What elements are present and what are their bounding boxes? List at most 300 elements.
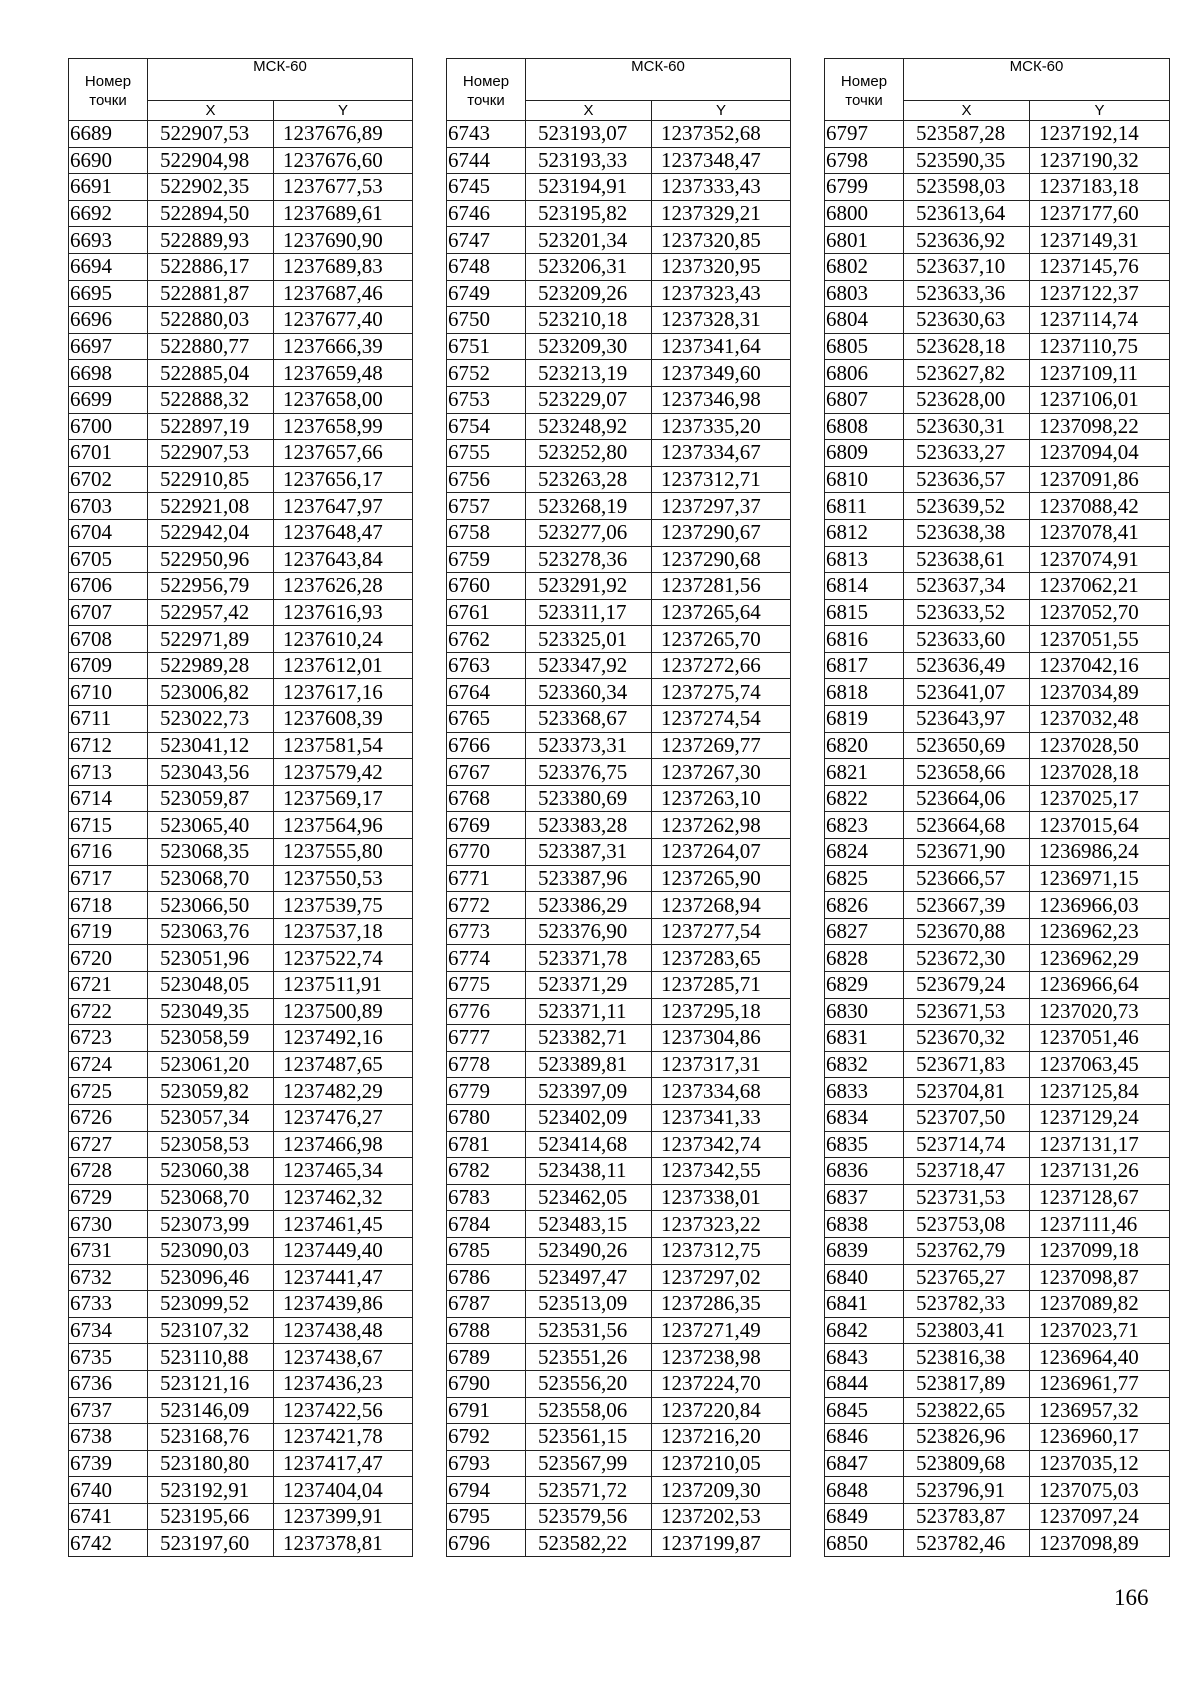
x-coordinate-cell: 523373,31 — [526, 732, 652, 759]
table-row — [825, 1317, 1170, 1344]
x-coordinate-cell: 522907,53 — [148, 440, 274, 467]
x-coordinate-cell: 523579,56 — [526, 1503, 652, 1530]
table-row — [69, 1158, 413, 1185]
y-coordinate-cell: 1237441,47 — [274, 1264, 413, 1291]
table-row — [447, 1078, 791, 1105]
x-coordinate-cell: 523672,30 — [904, 945, 1030, 972]
point-number-cell: 6695 — [69, 280, 148, 307]
y-coordinate-cell: 1236962,29 — [1030, 945, 1170, 972]
y-coordinate-cell: 1237438,67 — [274, 1344, 413, 1371]
x-coordinate-cell: 523630,63 — [904, 307, 1030, 334]
table-row — [447, 812, 791, 839]
x-coordinate-cell: 523587,28 — [904, 121, 1030, 148]
table-row — [825, 1184, 1170, 1211]
table-row — [447, 652, 791, 679]
y-coordinate-cell: 1237465,34 — [274, 1158, 413, 1185]
x-coordinate-cell: 522950,96 — [148, 546, 274, 573]
table-row — [825, 227, 1170, 254]
point-number-cell: 6797 — [825, 121, 904, 148]
point-number-cell: 6827 — [825, 918, 904, 945]
x-coordinate-cell: 522989,28 — [148, 652, 274, 679]
y-coordinate-cell: 1236961,77 — [1030, 1370, 1170, 1397]
point-number-cell: 6701 — [69, 440, 148, 467]
table-row — [69, 333, 413, 360]
x-coordinate-cell: 523671,90 — [904, 839, 1030, 866]
table-row — [825, 1424, 1170, 1451]
point-number-cell: 6837 — [825, 1184, 904, 1211]
point-number-cell: 6709 — [69, 652, 148, 679]
x-coordinate-cell: 523213,19 — [526, 360, 652, 387]
point-number-cell: 6703 — [69, 493, 148, 520]
y-coordinate-cell: 1237052,70 — [1030, 599, 1170, 626]
table-row — [69, 1503, 413, 1530]
point-number-cell: 6781 — [447, 1131, 526, 1158]
y-coordinate-cell: 1237550,53 — [274, 865, 413, 892]
point-number-cell: 6729 — [69, 1184, 148, 1211]
y-coordinate-cell: 1237687,46 — [274, 280, 413, 307]
table-row — [825, 573, 1170, 600]
x-coordinate-cell: 523090,03 — [148, 1237, 274, 1264]
point-number-cell: 6740 — [69, 1477, 148, 1504]
y-coordinate-cell: 1237091,86 — [1030, 466, 1170, 493]
y-coordinate-cell: 1237145,76 — [1030, 253, 1170, 280]
y-coordinate-cell: 1237476,27 — [274, 1104, 413, 1131]
y-coordinate-cell: 1236971,15 — [1030, 865, 1170, 892]
table-row — [69, 785, 413, 812]
x-coordinate-cell: 523658,66 — [904, 759, 1030, 786]
y-coordinate-cell: 1237659,48 — [274, 360, 413, 387]
point-number-cell: 6735 — [69, 1344, 148, 1371]
x-coordinate-cell: 523613,64 — [904, 200, 1030, 227]
x-coordinate-cell: 522957,42 — [148, 599, 274, 626]
x-coordinate-cell: 523558,06 — [526, 1397, 652, 1424]
point-number-cell: 6813 — [825, 546, 904, 573]
x-coordinate-cell: 523058,53 — [148, 1131, 274, 1158]
point-number-cell: 6755 — [447, 440, 526, 467]
table-row — [69, 812, 413, 839]
y-coordinate-cell: 1237220,84 — [652, 1397, 791, 1424]
point-number-cell: 6714 — [69, 785, 148, 812]
y-coordinate-cell: 1237089,82 — [1030, 1291, 1170, 1318]
table-row — [825, 1344, 1170, 1371]
x-coordinate-cell: 523782,33 — [904, 1291, 1030, 1318]
table-row — [69, 546, 413, 573]
table-row — [69, 147, 413, 174]
point-number-cell: 6823 — [825, 812, 904, 839]
point-number-cell: 6848 — [825, 1477, 904, 1504]
table-row — [69, 1477, 413, 1504]
point-number-cell: 6699 — [69, 386, 148, 413]
point-number-cell: 6828 — [825, 945, 904, 972]
table-row — [447, 1370, 791, 1397]
y-coordinate-cell: 1237088,42 — [1030, 493, 1170, 520]
x-coordinate-cell: 523051,96 — [148, 945, 274, 972]
y-coordinate-cell: 1237263,10 — [652, 785, 791, 812]
x-coordinate-cell: 523168,76 — [148, 1424, 274, 1451]
y-coordinate-cell: 1236966,03 — [1030, 892, 1170, 919]
point-number-cell: 6739 — [69, 1450, 148, 1477]
table-row — [69, 759, 413, 786]
y-coordinate-cell: 1237216,20 — [652, 1424, 791, 1451]
x-coordinate-cell: 523110,88 — [148, 1344, 274, 1371]
point-number-cell: 6780 — [447, 1104, 526, 1131]
point-number-cell: 6750 — [447, 307, 526, 334]
table-row — [447, 626, 791, 653]
y-coordinate-cell: 1237078,41 — [1030, 519, 1170, 546]
table-row — [69, 1264, 413, 1291]
y-coordinate-cell: 1237275,74 — [652, 679, 791, 706]
y-coordinate-cell: 1237421,78 — [274, 1424, 413, 1451]
y-coordinate-cell: 1237328,31 — [652, 307, 791, 334]
y-coordinate-cell: 1237028,50 — [1030, 732, 1170, 759]
y-coordinate-cell: 1237689,83 — [274, 253, 413, 280]
x-coordinate-cell: 523248,92 — [526, 413, 652, 440]
y-coordinate-cell: 1237122,37 — [1030, 280, 1170, 307]
table-row — [447, 1264, 791, 1291]
point-number-cell: 6776 — [447, 998, 526, 1025]
point-number-cell: 6712 — [69, 732, 148, 759]
table-row — [447, 253, 791, 280]
y-coordinate-cell: 1236957,32 — [1030, 1397, 1170, 1424]
y-coordinate-cell: 1236966,64 — [1030, 972, 1170, 999]
point-number-cell: 6839 — [825, 1237, 904, 1264]
header-point-number: Номер точки — [825, 59, 904, 121]
table-row — [69, 1025, 413, 1052]
point-number-cell: 6808 — [825, 413, 904, 440]
y-coordinate-cell: 1237648,47 — [274, 519, 413, 546]
table-row — [69, 1424, 413, 1451]
y-coordinate-cell: 1237569,17 — [274, 785, 413, 812]
point-number-cell: 6790 — [447, 1370, 526, 1397]
y-coordinate-cell: 1237097,24 — [1030, 1503, 1170, 1530]
table-row — [69, 1078, 413, 1105]
point-number-cell: 6793 — [447, 1450, 526, 1477]
x-coordinate-cell: 523762,79 — [904, 1237, 1030, 1264]
point-number-cell: 6756 — [447, 466, 526, 493]
y-coordinate-cell: 1237399,91 — [274, 1503, 413, 1530]
point-number-cell: 6787 — [447, 1291, 526, 1318]
table-row — [825, 865, 1170, 892]
x-coordinate-cell: 523291,92 — [526, 573, 652, 600]
y-coordinate-cell: 1237269,77 — [652, 732, 791, 759]
y-coordinate-cell: 1237109,11 — [1030, 360, 1170, 387]
y-coordinate-cell: 1237297,02 — [652, 1264, 791, 1291]
table-row — [447, 174, 791, 201]
x-coordinate-cell: 523059,87 — [148, 785, 274, 812]
x-coordinate-cell: 522880,77 — [148, 333, 274, 360]
x-coordinate-cell: 523822,65 — [904, 1397, 1030, 1424]
y-coordinate-cell: 1237034,89 — [1030, 679, 1170, 706]
header-point-number: Номер точки — [69, 59, 148, 121]
x-coordinate-cell: 523049,35 — [148, 998, 274, 1025]
table-row — [447, 519, 791, 546]
y-coordinate-cell: 1237539,75 — [274, 892, 413, 919]
table-row — [447, 546, 791, 573]
point-number-cell: 6795 — [447, 1503, 526, 1530]
point-number-cell: 6698 — [69, 360, 148, 387]
point-number-cell: 6841 — [825, 1291, 904, 1318]
x-coordinate-cell: 523671,83 — [904, 1051, 1030, 1078]
point-number-cell: 6692 — [69, 200, 148, 227]
x-coordinate-cell: 523041,12 — [148, 732, 274, 759]
x-coordinate-cell: 523059,82 — [148, 1078, 274, 1105]
point-number-cell: 6821 — [825, 759, 904, 786]
y-coordinate-cell: 1237323,43 — [652, 280, 791, 307]
x-coordinate-cell: 523637,34 — [904, 573, 1030, 600]
x-coordinate-cell: 522942,04 — [148, 519, 274, 546]
table-row — [825, 1211, 1170, 1238]
table-row — [69, 732, 413, 759]
y-coordinate-cell: 1236986,24 — [1030, 839, 1170, 866]
point-number-cell: 6847 — [825, 1450, 904, 1477]
table-row — [447, 1344, 791, 1371]
table-row — [447, 839, 791, 866]
x-coordinate-cell: 523483,15 — [526, 1211, 652, 1238]
x-coordinate-cell: 523664,68 — [904, 812, 1030, 839]
point-number-cell: 6833 — [825, 1078, 904, 1105]
x-coordinate-cell: 523360,34 — [526, 679, 652, 706]
point-number-cell: 6736 — [69, 1370, 148, 1397]
point-number-cell: 6838 — [825, 1211, 904, 1238]
table-row — [447, 1477, 791, 1504]
point-number-cell: 6809 — [825, 440, 904, 467]
table-row — [825, 599, 1170, 626]
x-coordinate-cell: 523707,50 — [904, 1104, 1030, 1131]
coordinates-table-3 — [824, 58, 1170, 1557]
table-row — [69, 1051, 413, 1078]
point-number-cell: 6718 — [69, 892, 148, 919]
x-coordinate-cell: 522956,79 — [148, 573, 274, 600]
point-number-cell: 6763 — [447, 652, 526, 679]
table-row — [69, 652, 413, 679]
x-coordinate-cell: 523731,53 — [904, 1184, 1030, 1211]
point-number-cell: 6748 — [447, 253, 526, 280]
table-row — [69, 679, 413, 706]
y-coordinate-cell: 1236960,17 — [1030, 1424, 1170, 1451]
y-coordinate-cell: 1237183,18 — [1030, 174, 1170, 201]
y-coordinate-cell: 1237462,32 — [274, 1184, 413, 1211]
point-number-cell: 6819 — [825, 706, 904, 733]
x-coordinate-cell: 523107,32 — [148, 1317, 274, 1344]
x-coordinate-cell: 523068,70 — [148, 1184, 274, 1211]
point-number-cell: 6825 — [825, 865, 904, 892]
x-coordinate-cell: 523382,71 — [526, 1025, 652, 1052]
point-number-cell: 6752 — [447, 360, 526, 387]
table-row — [825, 1477, 1170, 1504]
point-number-cell: 6829 — [825, 972, 904, 999]
y-coordinate-cell: 1237281,56 — [652, 573, 791, 600]
y-coordinate-cell: 1237689,61 — [274, 200, 413, 227]
point-number-cell: 6770 — [447, 839, 526, 866]
x-coordinate-cell: 523197,60 — [148, 1530, 274, 1557]
point-number-cell: 6697 — [69, 333, 148, 360]
point-number-cell: 6840 — [825, 1264, 904, 1291]
point-number-cell: 6727 — [69, 1131, 148, 1158]
x-coordinate-cell: 523571,72 — [526, 1477, 652, 1504]
x-coordinate-cell: 523060,38 — [148, 1158, 274, 1185]
x-coordinate-cell: 523006,82 — [148, 679, 274, 706]
x-coordinate-cell: 523630,31 — [904, 413, 1030, 440]
table-row — [825, 1051, 1170, 1078]
table-row — [69, 573, 413, 600]
x-coordinate-cell: 523096,46 — [148, 1264, 274, 1291]
y-coordinate-cell: 1237286,35 — [652, 1291, 791, 1318]
point-number-cell: 6831 — [825, 1025, 904, 1052]
x-coordinate-cell: 523556,20 — [526, 1370, 652, 1397]
point-number-cell: 6801 — [825, 227, 904, 254]
table-row — [825, 839, 1170, 866]
x-coordinate-cell: 523277,06 — [526, 519, 652, 546]
point-number-cell: 6816 — [825, 626, 904, 653]
point-number-cell: 6783 — [447, 1184, 526, 1211]
x-coordinate-cell: 523628,18 — [904, 333, 1030, 360]
point-number-cell: 6728 — [69, 1158, 148, 1185]
x-coordinate-cell: 523667,39 — [904, 892, 1030, 919]
y-coordinate-cell: 1237209,30 — [652, 1477, 791, 1504]
y-coordinate-cell: 1237487,65 — [274, 1051, 413, 1078]
point-number-cell: 6759 — [447, 546, 526, 573]
table-row — [69, 599, 413, 626]
x-coordinate-cell: 523670,32 — [904, 1025, 1030, 1052]
table-row — [447, 706, 791, 733]
y-coordinate-cell: 1237015,64 — [1030, 812, 1170, 839]
x-coordinate-cell: 523817,89 — [904, 1370, 1030, 1397]
table-row — [447, 200, 791, 227]
y-coordinate-cell: 1237295,18 — [652, 998, 791, 1025]
y-coordinate-cell: 1237285,71 — [652, 972, 791, 999]
x-coordinate-cell: 523387,96 — [526, 865, 652, 892]
point-number-cell: 6731 — [69, 1237, 148, 1264]
x-coordinate-cell: 523371,11 — [526, 998, 652, 1025]
table-row — [69, 1131, 413, 1158]
x-coordinate-cell: 523099,52 — [148, 1291, 274, 1318]
point-number-cell: 6743 — [447, 121, 526, 148]
point-number-cell: 6812 — [825, 519, 904, 546]
y-coordinate-cell: 1237647,97 — [274, 493, 413, 520]
x-coordinate-cell: 523816,38 — [904, 1344, 1030, 1371]
coordinates-table-1 — [68, 58, 413, 1557]
y-coordinate-cell: 1237422,56 — [274, 1397, 413, 1424]
point-number-cell: 6785 — [447, 1237, 526, 1264]
point-number-cell: 6696 — [69, 307, 148, 334]
y-coordinate-cell: 1236964,40 — [1030, 1344, 1170, 1371]
point-number-cell: 6700 — [69, 413, 148, 440]
x-coordinate-cell: 523206,31 — [526, 253, 652, 280]
x-coordinate-cell: 523639,52 — [904, 493, 1030, 520]
table-row — [825, 732, 1170, 759]
x-coordinate-cell: 523201,34 — [526, 227, 652, 254]
x-coordinate-cell: 523561,15 — [526, 1424, 652, 1451]
y-coordinate-cell: 1237342,74 — [652, 1131, 791, 1158]
y-coordinate-cell: 1237265,90 — [652, 865, 791, 892]
table-row — [69, 280, 413, 307]
y-coordinate-cell: 1237062,21 — [1030, 573, 1170, 600]
point-number-cell: 6725 — [69, 1078, 148, 1105]
point-number-cell: 6786 — [447, 1264, 526, 1291]
y-coordinate-cell: 1237131,17 — [1030, 1131, 1170, 1158]
table-row — [825, 200, 1170, 227]
y-coordinate-cell: 1237051,55 — [1030, 626, 1170, 653]
point-number-cell: 6814 — [825, 573, 904, 600]
x-coordinate-cell: 523371,78 — [526, 945, 652, 972]
y-coordinate-cell: 1237522,74 — [274, 945, 413, 972]
point-number-cell: 6760 — [447, 573, 526, 600]
x-coordinate-cell: 522894,50 — [148, 200, 274, 227]
y-coordinate-cell: 1237238,98 — [652, 1344, 791, 1371]
point-number-cell: 6846 — [825, 1424, 904, 1451]
y-coordinate-cell: 1237341,64 — [652, 333, 791, 360]
table-row — [825, 785, 1170, 812]
y-coordinate-cell: 1237128,67 — [1030, 1184, 1170, 1211]
x-coordinate-cell: 523438,11 — [526, 1158, 652, 1185]
point-number-cell: 6753 — [447, 386, 526, 413]
point-number-cell: 6742 — [69, 1530, 148, 1557]
x-coordinate-cell: 522971,89 — [148, 626, 274, 653]
x-coordinate-cell: 522904,98 — [148, 147, 274, 174]
table-row — [69, 1397, 413, 1424]
y-coordinate-cell: 1237032,48 — [1030, 706, 1170, 733]
x-coordinate-cell: 523389,81 — [526, 1051, 652, 1078]
y-coordinate-cell: 1237094,04 — [1030, 440, 1170, 467]
y-coordinate-cell: 1237149,31 — [1030, 227, 1170, 254]
y-coordinate-cell: 1237348,47 — [652, 147, 791, 174]
table-row — [447, 1131, 791, 1158]
table-row — [69, 200, 413, 227]
x-coordinate-cell: 523826,96 — [904, 1424, 1030, 1451]
table-row — [825, 386, 1170, 413]
y-coordinate-cell: 1237264,07 — [652, 839, 791, 866]
table-row — [825, 892, 1170, 919]
x-coordinate-cell: 523058,59 — [148, 1025, 274, 1052]
y-coordinate-cell: 1237677,40 — [274, 307, 413, 334]
point-number-cell: 6811 — [825, 493, 904, 520]
point-number-cell: 6810 — [825, 466, 904, 493]
y-coordinate-cell: 1237267,30 — [652, 759, 791, 786]
point-number-cell: 6719 — [69, 918, 148, 945]
point-number-cell: 6715 — [69, 812, 148, 839]
x-coordinate-cell: 523121,16 — [148, 1370, 274, 1397]
x-coordinate-cell: 523376,75 — [526, 759, 652, 786]
y-coordinate-cell: 1237125,84 — [1030, 1078, 1170, 1105]
x-coordinate-cell: 523383,28 — [526, 812, 652, 839]
table-row — [69, 519, 413, 546]
x-coordinate-cell: 523633,27 — [904, 440, 1030, 467]
x-coordinate-cell: 523809,68 — [904, 1450, 1030, 1477]
point-number-cell: 6723 — [69, 1025, 148, 1052]
table-row — [825, 280, 1170, 307]
table-row — [447, 333, 791, 360]
point-number-cell: 6772 — [447, 892, 526, 919]
point-number-cell: 6782 — [447, 1158, 526, 1185]
table-row — [69, 1104, 413, 1131]
point-number-cell: 6746 — [447, 200, 526, 227]
y-coordinate-cell: 1237537,18 — [274, 918, 413, 945]
table-row — [447, 147, 791, 174]
y-coordinate-cell: 1237271,49 — [652, 1317, 791, 1344]
point-number-cell: 6707 — [69, 599, 148, 626]
table-row — [69, 865, 413, 892]
point-number-cell: 6717 — [69, 865, 148, 892]
x-coordinate-cell: 523043,56 — [148, 759, 274, 786]
y-coordinate-cell: 1237210,05 — [652, 1450, 791, 1477]
y-coordinate-cell: 1237268,94 — [652, 892, 791, 919]
x-coordinate-cell: 523193,33 — [526, 147, 652, 174]
x-coordinate-cell: 523638,38 — [904, 519, 1030, 546]
header-y: Y — [1030, 101, 1170, 121]
x-coordinate-cell: 523210,18 — [526, 307, 652, 334]
point-number-cell: 6777 — [447, 1025, 526, 1052]
table-row — [69, 892, 413, 919]
